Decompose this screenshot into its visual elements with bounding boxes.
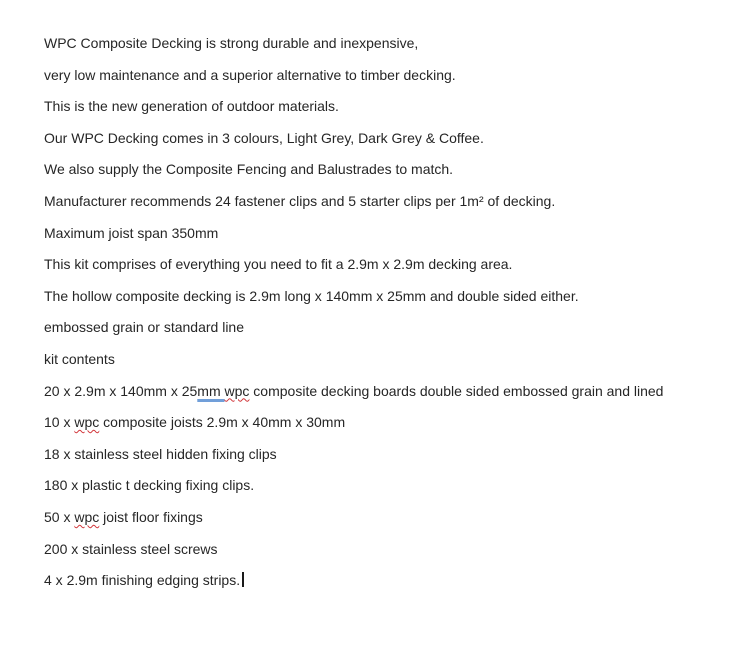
paragraph xyxy=(44,502,724,534)
text-run: embossed grain or standard line xyxy=(44,319,245,336)
paragraph xyxy=(44,439,724,471)
paragraph xyxy=(44,565,724,597)
paragraph xyxy=(44,344,724,376)
misspelled-word: wpc xyxy=(224,382,250,399)
misspelled-word: wpc xyxy=(74,414,100,431)
text-run: composite decking boards double sided embossed grain and lined xyxy=(249,382,664,399)
paragraph xyxy=(44,534,724,566)
text-run: Our WPC Decking comes in 3 colours, Light Grey, Dark Grey & Coffee. xyxy=(44,129,484,146)
text-run: joist floor fixings xyxy=(99,508,203,525)
text-run: The hollow composite decking is 2.9m long x 140mm x 25mm and double sided either. xyxy=(44,287,579,304)
text-run: composite joists 2.9m x 40mm x 30mm xyxy=(99,414,346,431)
grammar-flagged-text: mm xyxy=(197,382,225,399)
paragraph xyxy=(44,186,724,218)
document-text-block[interactable] xyxy=(44,28,724,597)
paragraph xyxy=(44,407,724,439)
text-run: WPC Composite Decking is strong durable and inexpensive, xyxy=(44,35,419,51)
paragraph xyxy=(44,60,724,92)
text-cursor xyxy=(242,572,243,587)
paragraph xyxy=(44,154,724,186)
text-run: 4 x 2.9m finishing edging strips. xyxy=(44,572,241,589)
paragraph xyxy=(44,91,724,123)
paragraph xyxy=(44,281,724,313)
paragraph xyxy=(44,249,724,281)
paragraph xyxy=(44,123,724,155)
paragraph xyxy=(44,376,724,408)
text-run: This kit comprises of everything you need to fit a 2.9m x 2.9m decking area. xyxy=(44,256,513,273)
paragraph xyxy=(44,470,724,502)
text-run: 10 x xyxy=(44,414,75,431)
text-run: very low maintenance and a superior alternative to timber decking. xyxy=(44,66,456,83)
text-run: 18 x stainless steel hidden fixing clips xyxy=(44,445,277,462)
misspelled-word: wpc xyxy=(74,508,100,525)
text-run: Manufacturer recommends 24 fastener clips and 5 starter clips per 1m² of decking. xyxy=(44,192,556,209)
text-run: We also supply the Composite Fencing and Balustrades to match. xyxy=(44,161,454,178)
text-run: kit contents xyxy=(44,350,115,367)
paragraph xyxy=(44,218,724,250)
text-run: 20 x 2.9m x 140mm x 25 xyxy=(44,382,198,399)
text-run: 200 x stainless steel screws xyxy=(44,540,218,557)
paragraph xyxy=(44,312,724,344)
text-run: Maximum joist span 350mm xyxy=(44,224,219,241)
paragraph xyxy=(44,28,724,60)
text-run: 50 x xyxy=(44,508,75,525)
text-run: This is the new generation of outdoor materials. xyxy=(44,98,339,115)
text-run: 180 x plastic t decking fixing clips. xyxy=(44,477,255,494)
